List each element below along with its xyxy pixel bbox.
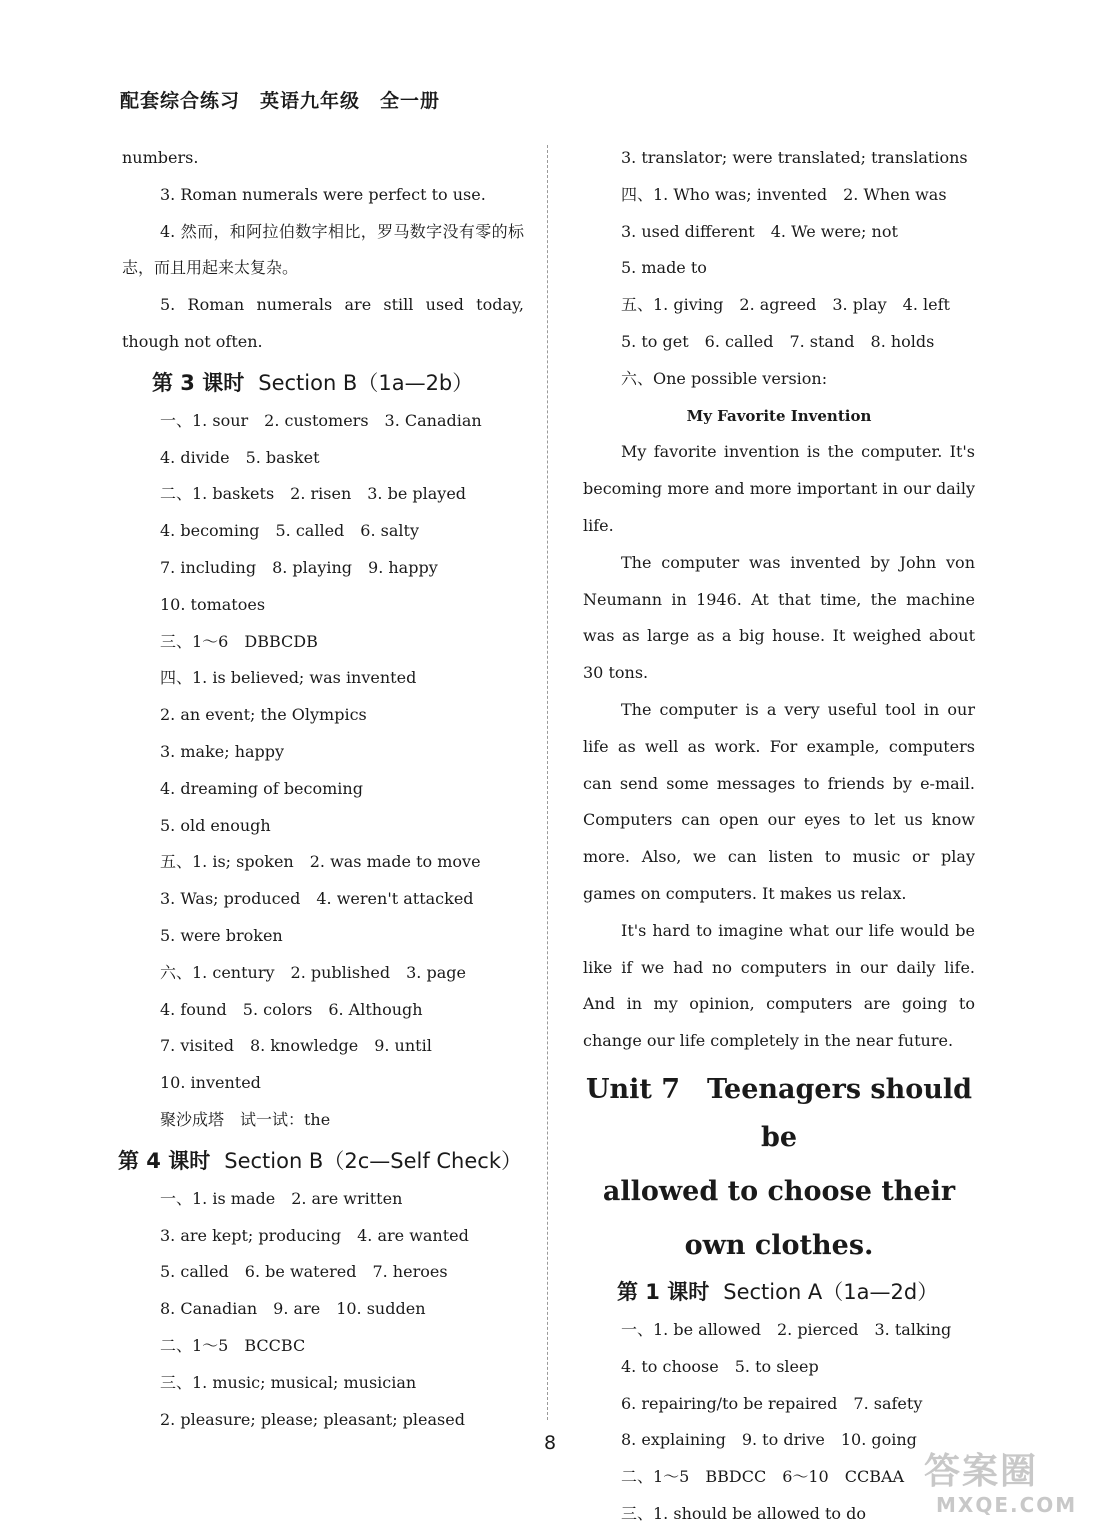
column-divider	[547, 145, 548, 1420]
answer-line: 3. make; happy	[160, 741, 285, 761]
answer-line: 4. divide 5. basket	[160, 447, 320, 467]
section-label: Section A（1a—2d）	[723, 1279, 939, 1304]
answer-line: 8. explaining 9. to drive 10. going	[621, 1430, 917, 1450]
watermark-logo	[924, 1452, 1084, 1524]
answer-line: 二、1～5 BCCBC	[160, 1335, 306, 1355]
answer-line: 五、1. giving 2. agreed 3. play 4. left	[621, 295, 950, 315]
answer-line: 10. tomatoes	[160, 594, 266, 614]
answer-line: 2. pleasure; please; pleasant; pleased	[160, 1409, 465, 1429]
answer-line: 5. made to	[621, 258, 707, 278]
answer-line: 六、One possible version:	[621, 368, 828, 388]
answer-line: 4. becoming 5. called 6. salty	[160, 521, 419, 541]
answer-line: 一、1. be allowed 2. pierced 3. talking	[621, 1319, 952, 1339]
answer-line: 7. visited 8. knowledge 9. until	[160, 1036, 432, 1056]
lesson-heading-3	[122, 363, 524, 403]
answer-line: 10. invented	[160, 1073, 261, 1093]
answer-line: 二、1. baskets 2. risen 3. be played	[160, 484, 467, 504]
answer-line: 5. called 6. be watered 7. heroes	[160, 1262, 448, 1282]
lesson-label: 第 4 课时	[118, 1148, 211, 1173]
essay-title: My Favorite Invention	[686, 406, 872, 425]
answer-line: 聚沙成塔 试一试：the	[160, 1109, 331, 1129]
essay-paragraph: It's hard to imagine what our life would be like if we had no computers in our daily life. And in my opinion, computers are going to change our life completely in the near future.	[583, 920, 975, 1051]
answer-line: 三、1. should be allowed to do	[621, 1503, 866, 1523]
answer-line: 4. to choose 5. to sleep	[621, 1356, 819, 1376]
answer-line: 六、1. century 2. published 3. page	[160, 962, 466, 982]
answer-line: 一、1. sour 2. customers 3. Canadian	[160, 410, 482, 430]
answer-line: 一、1. is made 2. are written	[160, 1188, 403, 1208]
answer-paragraph: 5. Roman numerals are still used today, though not often.	[122, 295, 524, 351]
answer-line: 3. are kept; producing 4. are wanted	[160, 1225, 469, 1245]
answer-line: 4. dreaming of becoming	[160, 778, 363, 798]
answer-line: 三、1～6 DBBCDB	[160, 631, 318, 651]
answer-paragraph: 4. 然而，和阿拉伯数字相比，罗马数字没有零的标志，而且用起来太复杂。	[122, 221, 524, 278]
lesson-label: 第 3 课时	[152, 370, 245, 395]
watermark-url: MXQE.COM	[936, 1493, 1078, 1517]
essay-paragraph: My favorite invention is the computer. It's becoming more and more important in our daily life.	[583, 442, 975, 535]
answer-line: 8. Canadian 9. are 10. sudden	[160, 1299, 426, 1319]
unit-title-line: allowed to choose their	[602, 1175, 956, 1207]
lesson-heading-1	[583, 1272, 975, 1312]
answer-line: 二、1～5 BBDCC 6～10 CCBAA	[621, 1467, 905, 1487]
left-column	[118, 140, 524, 1438]
section-label: Section B（1a—2b）	[258, 370, 474, 395]
answer-line: 5. to get 6. called 7. stand 8. holds	[621, 331, 935, 351]
lesson-label: 第 1 课时	[617, 1279, 710, 1304]
answer-line: 3. translator; were translated; translations	[621, 148, 968, 167]
answer-line: numbers.	[122, 148, 199, 167]
answer-line: 6. repairing/to be repaired 7. safety	[621, 1393, 923, 1413]
section-label: Section B（2c—Self Check）	[224, 1148, 522, 1173]
answer-line: 四、1. Who was; invented 2. When was	[621, 184, 947, 204]
answer-line: 四、1. is believed; was invented	[160, 668, 417, 688]
answer-line: 5. old enough	[160, 815, 271, 835]
answer-line: 4. found 5. colors 6. Although	[160, 999, 423, 1019]
answer-line: 3. Roman numerals were perfect to use.	[160, 184, 486, 204]
answer-line: 5. were broken	[160, 925, 283, 945]
answer-line: 五、1. is; spoken 2. was made to move	[160, 852, 481, 872]
unit-title	[583, 1066, 975, 1270]
right-column	[583, 140, 975, 1533]
unit-title-line: Unit 7 Teenagers should be	[585, 1073, 973, 1153]
page-number: 8	[543, 1432, 557, 1454]
running-header: 配套综合练习 英语九年级 全一册	[120, 90, 441, 112]
answer-line: 三、1. music; musical; musician	[160, 1372, 417, 1392]
answer-line: 2. an event; the Olympics	[160, 705, 367, 725]
answer-line: 7. including 8. playing 9. happy	[160, 557, 438, 577]
unit-title-line: own clothes.	[684, 1229, 874, 1261]
answer-line: 3. used different 4. We were; not	[621, 221, 898, 241]
answer-line: 3. Was; produced 4. weren't attacked	[160, 889, 474, 909]
essay-paragraph: The computer was invented by John von Neumann in 1946. At that time, the machine was as large as a big house. It weighed about 30 tons.	[583, 552, 975, 683]
lesson-heading-4	[118, 1141, 524, 1181]
essay-paragraph: The computer is a very useful tool in our life as well as work. For example, computers can send some messages to friends by e-mail. Computers can open our eyes to let us know more. Also, we can listen to music or play games on computers. It makes us relax.	[583, 699, 975, 903]
watermark-text: 答案圈	[924, 1451, 1039, 1492]
